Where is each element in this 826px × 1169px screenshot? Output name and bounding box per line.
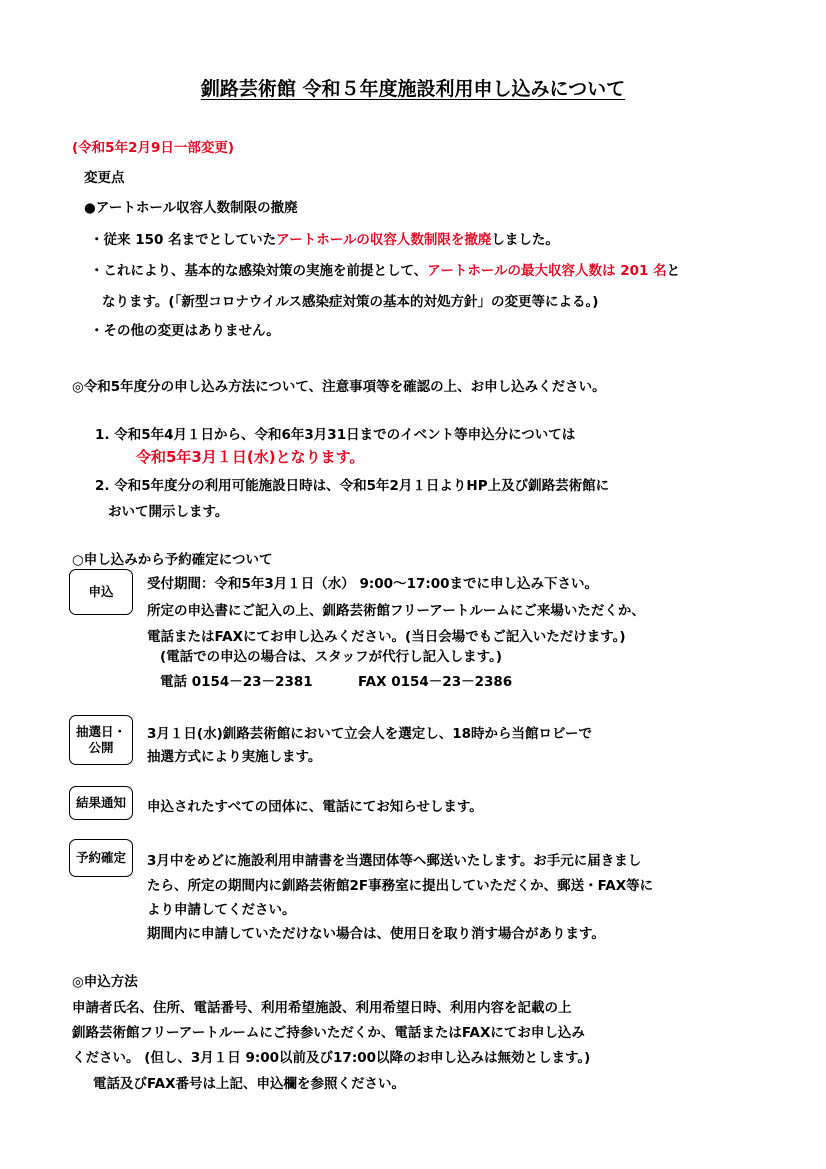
change-line-2-text-b: と (666, 263, 681, 279)
intro-text: ◎令和5年度分の申し込み方法について、注意事項等を確認の上、お申し込みください。 (72, 379, 606, 395)
confirm-line-4: 期間内に申請していただけない場合は、使用日を取り消す場合があります。 (147, 926, 605, 942)
lottery-line-2: 抽選方式により実施します。 (147, 749, 322, 765)
lottery-label-line-1: 抽選日・ (75, 723, 126, 739)
change-line-1 (90, 228, 559, 248)
method-heading: ◎申込方法 (72, 974, 138, 990)
method-line-1: 申請者氏名、住所、電話番号、利用希望施設、利用希望日時、利用内容を記載の上 (72, 1000, 572, 1016)
lottery-label-box (69, 715, 133, 765)
lottery-line-1: 3月１日(水)釧路芸術館において立会人を選定し、18時から当館ロビーで (147, 726, 592, 742)
result-line-1: 申込されたすべての団体に、電話にてお知らせします。 (147, 799, 483, 815)
apply-label-box (69, 569, 133, 615)
confirm-line-2: たら、所定の期間内に釧路芸術館2F事務室に提出していただくか、郵送・FAX等に (147, 878, 654, 894)
apply-line-2: 所定の申込書にご記入の上、釧路芸術館フリーアートルームにご来場いただくか、 (147, 603, 645, 619)
change-line-3: なります。(「新型コロナウイルス感染症対策の基本的対処方針」の変更等による。) (102, 294, 599, 310)
page-title: 釧路芸術館 令和５年度施設利用申し込みについて (200, 78, 626, 100)
change-line-2-highlight: アートホールの最大収容人数は 201 名 (427, 263, 667, 279)
confirm-line-3: より申請してください。 (147, 902, 296, 918)
apply-line-1: 受付期間：令和5年3月１日（水） 9:00～17:00までに申し込み下さい。 (147, 576, 599, 592)
method-line-4: 電話及びFAX番号は上記、申込欄を参照ください。 (93, 1076, 406, 1092)
confirm-label: 予約確定 (75, 849, 126, 865)
change-line-1-text-b: しました。 (491, 232, 559, 248)
fax-number: FAX 0154－23－2386 (358, 674, 513, 690)
update-note: (令和5年2月9日一部変更) (72, 140, 235, 156)
method-line-2: 釧路芸術館フリーアートルームにご持参いただくか、電話またはFAXにてお申し込み (72, 1025, 585, 1041)
change-line-2-text-a: ・これにより、基本的な感染対策の実施を前提として、 (90, 263, 428, 279)
changes-heading: 変更点 (84, 170, 125, 186)
numbered-item-2-line-1: 2. 令和5年度分の利用可能施設日時は、令和5年2月１日よりHP上及び釧路芸術館に (95, 478, 610, 494)
numbered-item-2-line-2: おいて開示します。 (108, 504, 229, 520)
change-line-1-highlight: アートホールの収容人数制限を撤廃 (276, 232, 492, 248)
method-line-3: ください。 (但し、3月１日 9:00以前及び17:00以降のお申し込みは無効とします。) (72, 1050, 591, 1066)
apply-label: 申込 (88, 583, 114, 599)
result-label: 結果通知 (75, 794, 126, 810)
change-line-4: ・その他の変更はありません。 (90, 323, 280, 339)
lottery-label-line-2: 公開 (88, 740, 114, 755)
numbered-item-1: 1. 令和5年4月１日から、令和6年3月31日までのイベント等申込分については (95, 427, 576, 443)
changes-bullet-heading: ●アートホール収容人数制限の撤廃 (84, 200, 298, 216)
apply-line-4: (電話での申込の場合は、スタッフが代行し記入します。) (160, 649, 503, 665)
confirm-label-box (69, 839, 133, 877)
confirm-line-1: 3月中をめどに施設利用申請書を当選団体等へ郵送いたします。お手元に届きまし (147, 853, 642, 869)
result-label-box (69, 786, 133, 820)
change-line-1-text-a: ・従来 150 名までとしていた (90, 232, 277, 248)
numbered-item-1-highlight: 令和5年3月１日(水)となります。 (136, 448, 365, 466)
process-heading: ○申し込みから予約確定について (72, 552, 273, 568)
change-line-2 (90, 259, 680, 279)
phone-number: 電話 0154－23－2381 (160, 674, 313, 690)
apply-line-3: 電話またはFAXにてお申し込みください。(当日会場でもご記入いただけます。) (147, 629, 626, 645)
